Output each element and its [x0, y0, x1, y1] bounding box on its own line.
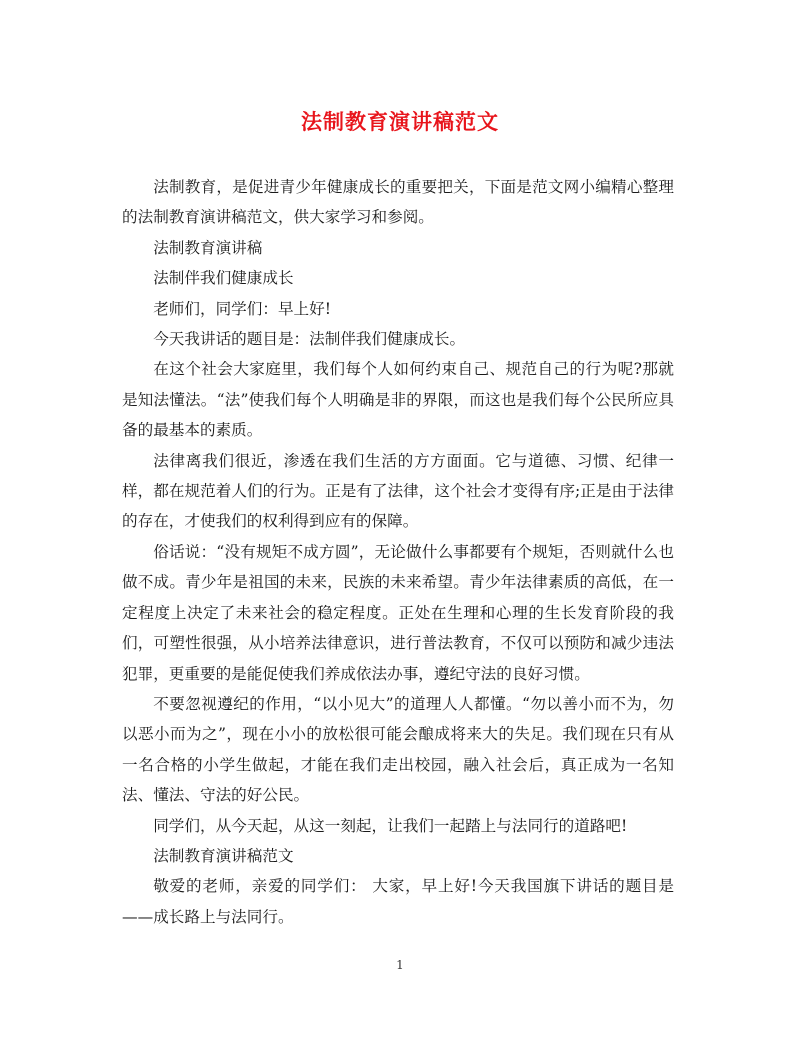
paragraph-body: 法律离我们很近，渗透在我们生活的方方面面。它与道德、习惯、纪律一样，都在规范着人们的行为。正是有了法律，这个社会才变得有序;正是由于法律的存在，才使我们的权利得到应有的保障。 — [122, 451, 674, 531]
paragraph-body: 不要忽视遵纪的作用，“以小见大”的道理人人都懂。“勿以善小而不为，勿以恶小而为之”，现在小小的放松很可能会酿成将来大的失足。我们现在只有从一名合格的小学生做起，才能在我们走出校园，融入社会后，真正成为一名知法、懂法、守法的好公民。 — [122, 694, 674, 805]
paragraph-topic: 今天我讲话的题目是：法制伴我们健康成长。 — [153, 330, 466, 349]
paragraph-subtitle: 法制教育演讲稿 — [153, 238, 263, 257]
paragraph-intro: 法制教育，是促进青少年健康成长的重要把关，下面是范文网小编精心整理的法制教育演讲稿范文，供大家学习和参阅。 — [122, 178, 674, 227]
page-number: 1 — [396, 958, 404, 972]
document-body — [122, 172, 674, 932]
paragraph-body: 在这个社会大家庭里，我们每个人如何约束自己、规范自己的行为呢?那就是知法懂法。“法”使我们每个人明确是非的界限，而这也是我们每个公民所应具备的最基本的素质。 — [122, 360, 674, 440]
paragraph-body: 俗话说：“没有规矩不成方圆”，无论做什么事都要有个规矩，否则就什么也做不成。青少年是祖国的未来，民族的未来希望。青少年法律素质的高低，在一定程度上决定了未来社会的稳定程度。正处在生理和心理的生长发育阶段的我们，可塑性很强，从小培养法律意识，进行普法教育，不仅可以预防和减少违法犯罪，更重要的是能促使我们养成依法办事，遵纪守法的良好习惯。 — [122, 542, 674, 683]
paragraph-subtitle: 法制教育演讲稿范文 — [153, 846, 294, 865]
paragraph-greeting: 老师们，同学们：早上好! — [153, 299, 331, 318]
paragraph-speech-title: 法制伴我们健康成长 — [153, 269, 294, 288]
paragraph-closing: 同学们，从今天起，从这一刻起，让我们一起踏上与法同行的道路吧! — [153, 816, 628, 835]
paragraph-body: 敬爱的老师，亲爱的同学们： 大家，早上好!今天我国旗下讲话的题目是——成长路上与法同行。 — [122, 877, 674, 926]
document-title: 法制教育演讲稿范文 — [301, 109, 499, 134]
